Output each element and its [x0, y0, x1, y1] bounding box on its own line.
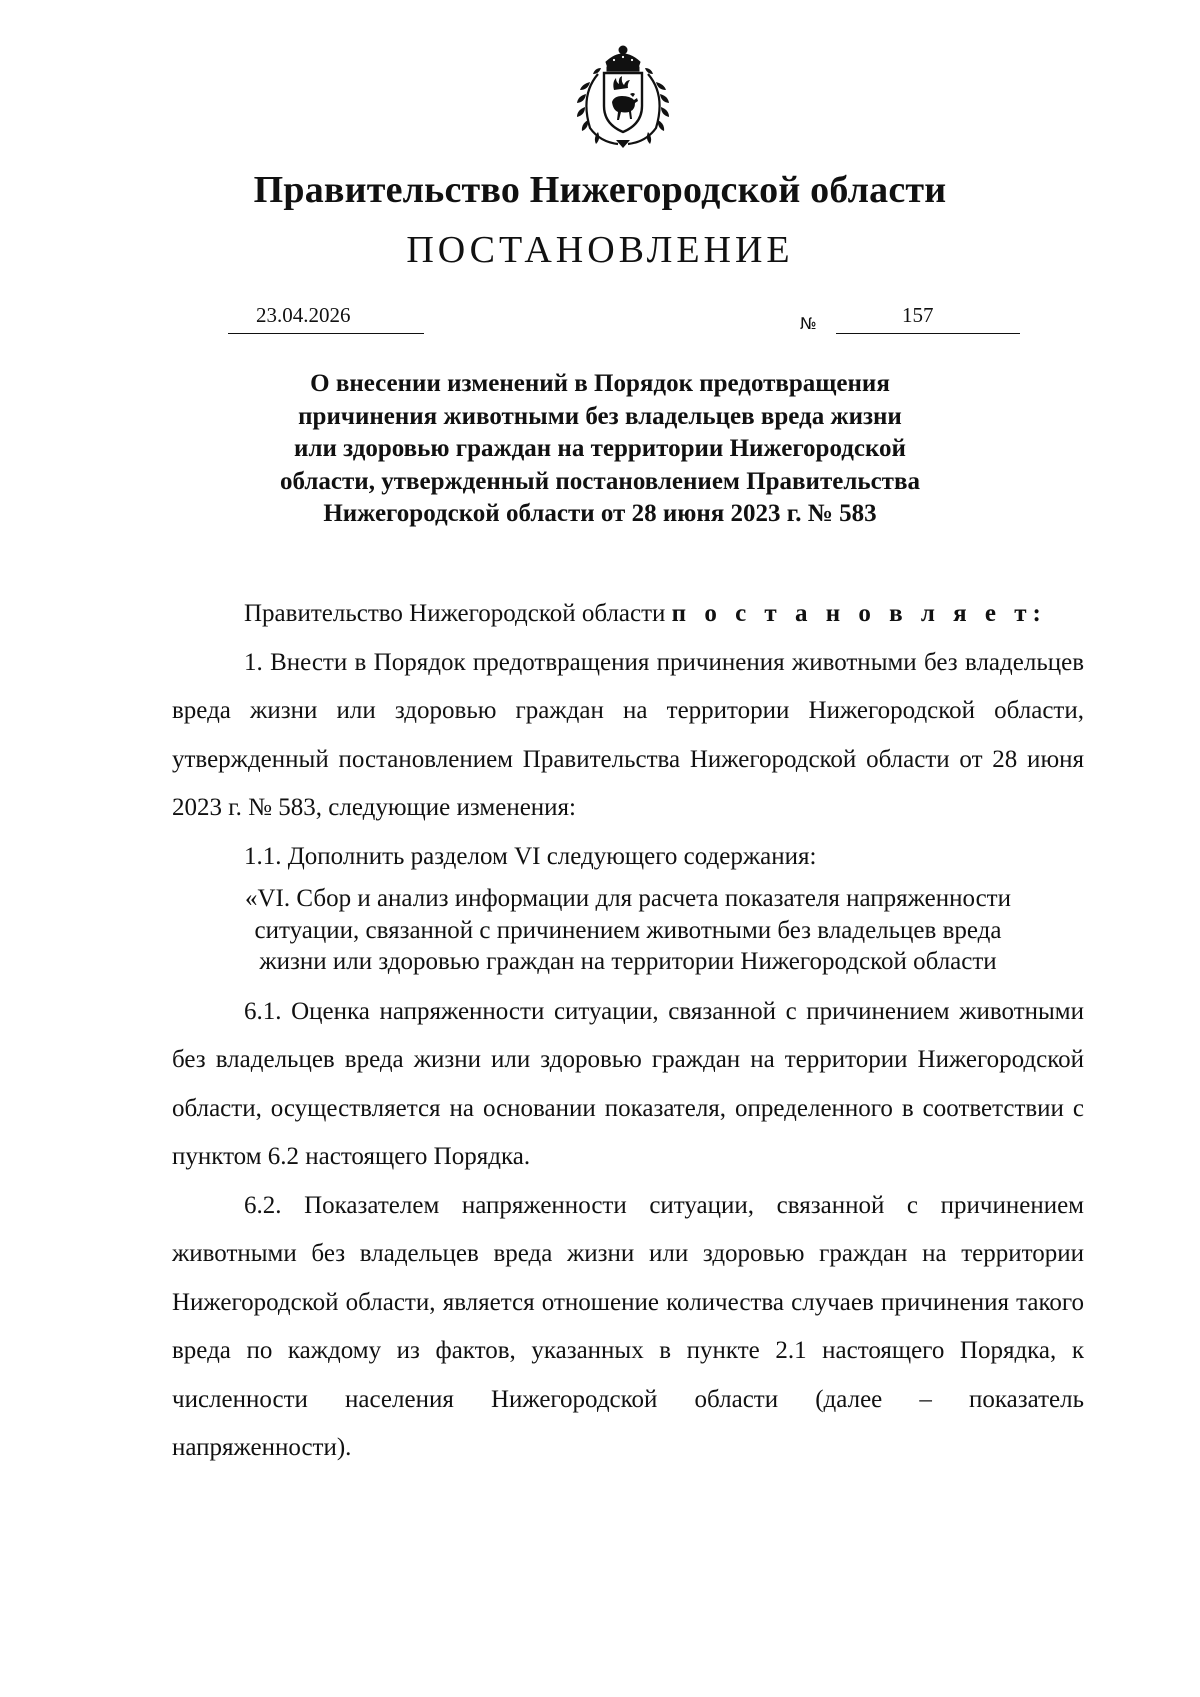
subject-line: О внесении изменений в Порядок предотвращения	[310, 370, 890, 397]
paragraph-6-1: 6.1. Оценка напряженности ситуации, связанной с причинением животными без владельцев вреда жизни или здоровью граждан на территории Нижегородской области, осуществляется на основании показателя, определенного в соответствии с пунктом 6.2 настоящего Порядка.	[172, 997, 1084, 1170]
section-heading-line: «VI. Сбор и анализ информации для расчета показателя напряженности	[245, 885, 1011, 912]
coat-of-arms-emblem	[568, 40, 678, 150]
section-heading-line: жизни или здоровью граждан на территории Нижегородской области	[259, 948, 997, 975]
subject-line: причинения животными без владельцев вреда жизни	[298, 402, 902, 430]
number-field	[836, 303, 1020, 334]
paragraph-6-2: 6.2. Показателем напряженности ситуации, связанной с причинением животными без владельцев вреда жизни или здоровью граждан на территории Нижегородской области, является отношение количества случаев причинения такого вреда по каждому из фактов, указанных в пункте 2.1 настоящего Порядка, к численности населения Нижегородской области (далее – показатель напряженности).	[172, 1191, 1084, 1461]
document-date: 23.04.2026	[256, 303, 351, 327]
decree-verb: п о с т а н о в л я е т:	[671, 600, 1047, 627]
date-field	[228, 303, 424, 334]
subject-line: Нижегородской области от 28 июня 2023 г. № 583	[323, 500, 877, 527]
government-title: Правительство Нижегородской области	[253, 169, 947, 211]
subject-line: или здоровью граждан на территории Нижегородской	[294, 435, 906, 462]
decree-intro	[172, 590, 1084, 639]
section-heading-line: ситуации, связанной с причинением животными без владельцев вреда	[254, 916, 1002, 944]
paragraph-1: 1. Внести в Порядок предотвращения причинения животными без владельцев вреда жизни или здоровью граждан на территории Нижегородской области, утвержденный постановлением Правительства Нижегородской области от 28 июня 2023 г. № 583, следующие изменения:	[172, 648, 1084, 821]
paragraph-1-1: 1.1. Дополнить разделом VI следующего содержания:	[244, 842, 817, 870]
number-sign: №	[800, 314, 817, 333]
section-heading	[172, 883, 1084, 978]
subject-line: области, утвержденный постановлением Правительства	[280, 467, 920, 495]
document-type-title: ПОСТАНОВЛЕНИЕ	[406, 229, 794, 271]
intro-prefix: Правительство Нижегородской области	[244, 600, 672, 627]
document-subject	[200, 368, 1000, 531]
document-body	[172, 590, 1084, 1473]
document-number: 157	[902, 303, 934, 327]
